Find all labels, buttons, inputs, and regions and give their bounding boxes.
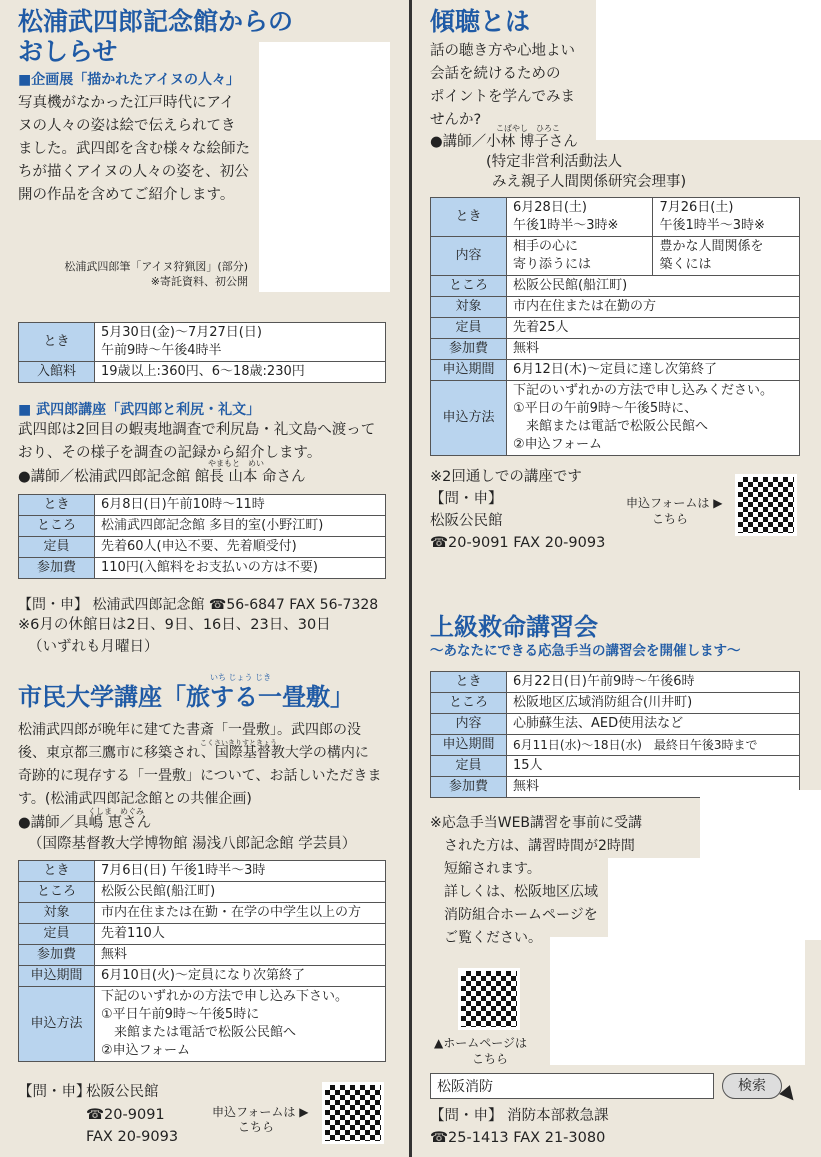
cursor-icon: [779, 1085, 799, 1105]
table-label: 申込期間: [431, 735, 507, 756]
table-label: ところ: [19, 516, 95, 537]
search-input[interactable]: 松阪消防: [430, 1073, 714, 1099]
univ-lecturer-ruby: くしま めぐみ: [88, 807, 144, 816]
table-label: 内容: [431, 237, 507, 276]
table-label: 対象: [431, 297, 507, 318]
caption-1: 松浦武四郎筆「アイヌ狩猟図」(部分): [64, 260, 248, 273]
closed-days: ※6月の休館日は2日、9日、16日、23日、30日: [18, 617, 331, 633]
table-label: 申込期間: [431, 360, 507, 381]
rescue-title: 上級救命講習会: [430, 613, 598, 641]
table-value: 松浦武四郎記念館 多目的室(小野江町): [95, 516, 386, 537]
listen-lecturer: ●講師／小林 博子さん: [430, 134, 578, 150]
rescue-table: [430, 671, 800, 798]
univ-ruby-2: こくさいきりすときょう: [200, 739, 277, 747]
table-value: 無料: [507, 777, 800, 798]
caption-2: ※寄託資料、初公開: [150, 275, 248, 288]
table-value: 19歳以上:360円、6～18歳:230円: [95, 362, 386, 383]
listen-title: 傾聴とは: [430, 7, 531, 36]
table-value: 心肺蘇生法、AED使用法など: [507, 714, 800, 735]
closed-note: （いずれも月曜日）: [28, 639, 159, 655]
table-value: 豊かな人間関係を 築くには: [653, 237, 800, 276]
table-label: 入館料: [19, 362, 95, 383]
lecturer-ruby: やまもと めい: [208, 459, 264, 468]
museum-contact: 【問・申】 松浦武四郎記念館 ☎56-6847 FAX 56-7328: [18, 597, 379, 613]
listen-form-label-2: こちら: [652, 512, 689, 526]
homepage-label-2: こちら: [472, 1052, 509, 1066]
table-label: 定員: [19, 537, 95, 558]
table-value: 松阪公民館(船江町): [507, 276, 800, 297]
table-value: 6月28日(土) 午後1時半～3時※: [507, 198, 653, 237]
rescue-subtitle: ～あなたにできる応急手当の講習会を開催します～: [430, 643, 741, 659]
rescue-photo-placeholder-1: [700, 790, 821, 940]
lecture-heading: ■ 武四郎講座「武四郎と利尻・礼文」: [18, 402, 261, 418]
univ-contact-label: 【問・申】: [18, 1084, 91, 1100]
search-button[interactable]: 検索: [722, 1073, 782, 1099]
listen-form-qr-code[interactable]: [735, 474, 797, 536]
table-label: ところ: [19, 882, 95, 903]
exhibit-heading: ■企画展「描かれたアイヌの人々」: [18, 72, 240, 88]
table-value: 5月30日(金)～7月27日(日) 午前9時～午後4時半: [95, 323, 386, 362]
exhibit-table: [18, 322, 386, 383]
univ-title-ruby: いち じょう じき: [210, 673, 272, 682]
rescue-contact: 【問・申】 消防本部救急課: [430, 1108, 609, 1124]
table-label: 申込方法: [431, 381, 507, 456]
table-label: とき: [19, 861, 95, 882]
table-value: 下記のいずれかの方法で申し込み下さい。 ①平日午前9時～午後5時に 来館または電話で松阪公民館へ ②申込フォーム: [95, 987, 386, 1062]
table-label: 内容: [431, 714, 507, 735]
homepage-qr-code[interactable]: [458, 968, 520, 1030]
museum-title-2: おしらせ: [18, 37, 118, 66]
listen-contact-label: 【問・申】: [430, 491, 503, 507]
table-label: 参加費: [431, 777, 507, 798]
listen-lecturer-org: (特定非営利活動法人: [486, 154, 623, 170]
table-value: 先着25人: [507, 318, 800, 339]
table-value: 先着110人: [95, 924, 386, 945]
table-label: 定員: [431, 756, 507, 777]
table-label: 定員: [19, 924, 95, 945]
table-value: 相手の心に 寄り添うには: [507, 237, 653, 276]
univ-form-label-2: こちら: [238, 1120, 275, 1134]
rescue-notes: ※応急手当WEB講習を事前に受講 された方は、講習時間が2時間 短縮されます。 詳しくは、松阪地区広域 消防組合ホームページを ご覧ください。: [430, 815, 643, 946]
table-value: 6月8日(日)午前10時～11時: [95, 495, 386, 516]
lecture-table: [18, 494, 386, 579]
table-label: 参加費: [19, 558, 95, 579]
table-value: 下記のいずれかの方法で申し込みください。 ①平日の午前9時～午後5時に、 来館または電話で松阪公民館へ ②申込フォーム: [507, 381, 800, 456]
listen-photo-placeholder: [596, 0, 821, 140]
table-label: 申込方法: [19, 987, 95, 1062]
univ-tel: ☎20-9091: [86, 1107, 165, 1123]
table-value: 6月11日(水)～18日(水) 最終日午後3時まで: [507, 735, 800, 756]
listen-note: ※2回通しでの講座です: [430, 469, 582, 485]
listen-text: 話の聴き方や心地よい 会話を続けるための ポイントを学んでみま せんか?: [430, 43, 575, 128]
museum-title-1: 松浦武四郎記念館からの: [18, 7, 294, 36]
table-label: 申込期間: [19, 966, 95, 987]
table-value: 7月26日(土) 午後1時半～3時※: [653, 198, 800, 237]
table-value: 7月6日(日) 午後1時半～3時: [95, 861, 386, 882]
rescue-photo-placeholder-3: [550, 937, 805, 1065]
table-value: 無料: [507, 339, 800, 360]
museum-photo-placeholder: [259, 42, 390, 292]
table-value: 6月10日(火)～定員になり次第終了: [95, 966, 386, 987]
table-value: 6月22日(日)午前9時～午後6時: [507, 672, 800, 693]
museum-lecturer: ●講師／松浦武四郎記念館 館長 山本 命さん: [18, 469, 306, 485]
univ-lecturer-affiliation: （国際基督教大学博物館 湯浅八郎記念館 学芸員）: [28, 836, 357, 852]
table-value: 松阪地区広域消防組合(川井町): [507, 693, 800, 714]
table-label: とき: [431, 672, 507, 693]
table-value: 6月12日(木)～定員に達し次第終了: [507, 360, 800, 381]
homepage-label: ▲ホームページは: [434, 1036, 527, 1050]
univ-table: [18, 860, 386, 1062]
table-value: 先着60人(申込不要、先着順受付): [95, 537, 386, 558]
table-value: 松阪公民館(船江町): [95, 882, 386, 903]
table-label: とき: [19, 323, 95, 362]
table-label: とき: [19, 495, 95, 516]
lecture-text: 武四郎は2回目の蝦夷地調査で利尻島・礼文島へ渡って おり、その様子を調査の記録から紹介します。: [18, 422, 376, 461]
univ-form-qr-code[interactable]: [322, 1082, 384, 1144]
listen-table: [430, 197, 800, 456]
univ-lecturer: ●講師／具嶋 恵さん: [18, 815, 152, 831]
table-label: 参加費: [431, 339, 507, 360]
univ-fax: FAX 20-9093: [86, 1129, 179, 1145]
table-value: 15人: [507, 756, 800, 777]
rescue-tel-fax: ☎25-1413 FAX 21-3080: [430, 1130, 606, 1146]
listen-lecturer-role: みえ親子人間関係研究会理事): [492, 174, 687, 190]
table-label: ところ: [431, 276, 507, 297]
listen-contact-name: 松阪公民館: [430, 513, 503, 529]
table-label: 対象: [19, 903, 95, 924]
table-label: 参加費: [19, 945, 95, 966]
univ-title: 市民大学講座「旅する一畳敷」: [18, 683, 354, 711]
listen-form-label: 申込フォームは ▶: [626, 496, 723, 510]
univ-form-label: 申込フォームは ▶: [212, 1105, 309, 1119]
univ-text: 松浦武四郎が晩年に建てた書斎「一畳敷」。武四郎の没 後、東京都三鷹市に移築され、国際基督教大学の構内に 奇跡的に現存する「一畳敷」について、お話しいただきま す。(松浦武四郎記念館との共催企画): [18, 722, 382, 807]
table-value: 110円(入館料をお支払いの方は不要): [95, 558, 386, 579]
table-value: 無料: [95, 945, 386, 966]
table-label: 定員: [431, 318, 507, 339]
listen-lecturer-ruby: こばやし ひろこ: [496, 124, 560, 133]
exhibit-text: 写真機がなかった江戸時代にアイ ヌの人々の姿は絵で伝えられてき ました。武四郎を含む様々な絵師た ちが描くアイヌの人々の姿を、初公 開の作品を含めてご紹介します。: [18, 95, 250, 203]
table-value: 市内在住または在勤・在学の中学生以上の方: [95, 903, 386, 924]
table-label: ところ: [431, 693, 507, 714]
column-divider: [409, 0, 412, 1157]
listen-tel-fax: ☎20-9091 FAX 20-9093: [430, 535, 606, 551]
table-value: 市内在住または在勤の方: [507, 297, 800, 318]
table-label: とき: [431, 198, 507, 237]
univ-contact-name: 松阪公民館: [86, 1084, 159, 1100]
